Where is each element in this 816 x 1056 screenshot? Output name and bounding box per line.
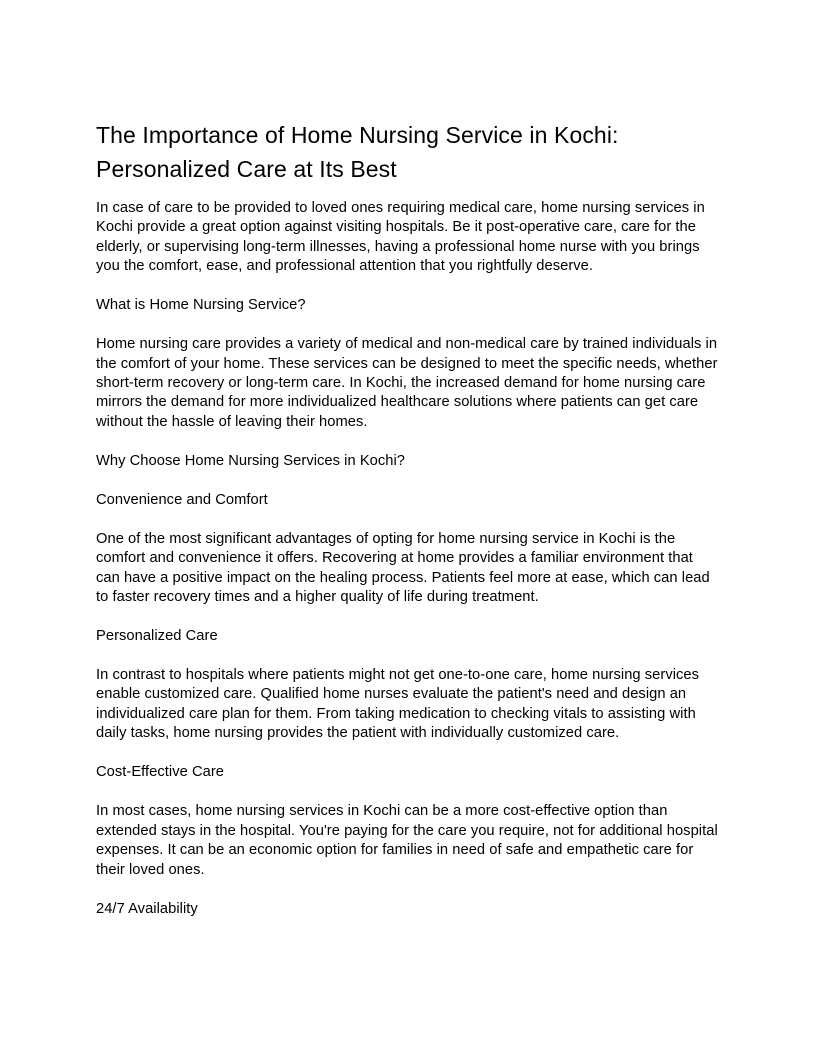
paragraph-what-is-home-nursing: Home nursing care provides a variety of medical and non-medical care by trained individuals in the comfort of your home. These services can be designed to meet the specific needs, whether short-term recovery or long-term care. In Kochi, the increased demand for home nursing care mirrors the demand for more individualized healthcare solutions where patients can get care without the hassle of leaving their homes. xyxy=(96,336,718,430)
section-heading-cost-effective-care: Cost-Effective Care xyxy=(96,764,225,781)
document-title: The Importance of Home Nursing Service in Kochi: Personalized Care at Its Best xyxy=(96,122,619,182)
section-heading-personalized-care: Personalized Care xyxy=(96,628,218,645)
paragraph-convenience-and-comfort: One of the most significant advantages of opting for home nursing service in Kochi is the comfort and convenience it offers. Recovering at home provides a familiar environment that can have a positive impact on the healing process. Patients feel more at ease, which can lead to faster recovery times and a higher quality of life during treatment. xyxy=(96,530,710,606)
section-heading-convenience-and-comfort: Convenience and Comfort xyxy=(96,491,268,508)
section-heading-what-is-home-nursing: What is Home Nursing Service? xyxy=(96,297,306,314)
section-heading-availability: 24/7 Availability xyxy=(96,900,198,917)
section-heading-why-choose: Why Choose Home Nursing Services in Kochi? xyxy=(96,452,406,469)
paragraph-cost-effective-care: In most cases, home nursing services in Kochi can be a more cost-effective option than extended stays in the hospital. You're paying for the care you require, not for additional hospital expenses. It can be an economic option for families in need of safe and empathetic care for their loved ones. xyxy=(96,803,718,878)
paragraph-personalized-care: In contrast to hospitals where patients might not get one-to-one care, home nursing services enable customized care. Qualified home nurses evaluate the patient's need and design an individualized care plan for them. From taking medication to checking vitals to assisting with daily tasks, home nursing provides the patient with individually customized care. xyxy=(96,667,700,742)
paragraph-intro: In case of care to be provided to loved ones requiring medical care, home nursing services in Kochi provide a great option against visiting hospitals. Be it post-operative care, care for the elderly, or supervising long-term illnesses, having a professional home nurse with you brings you the comfort, ease, and professional attention that you rightfully deserve. xyxy=(96,200,705,275)
